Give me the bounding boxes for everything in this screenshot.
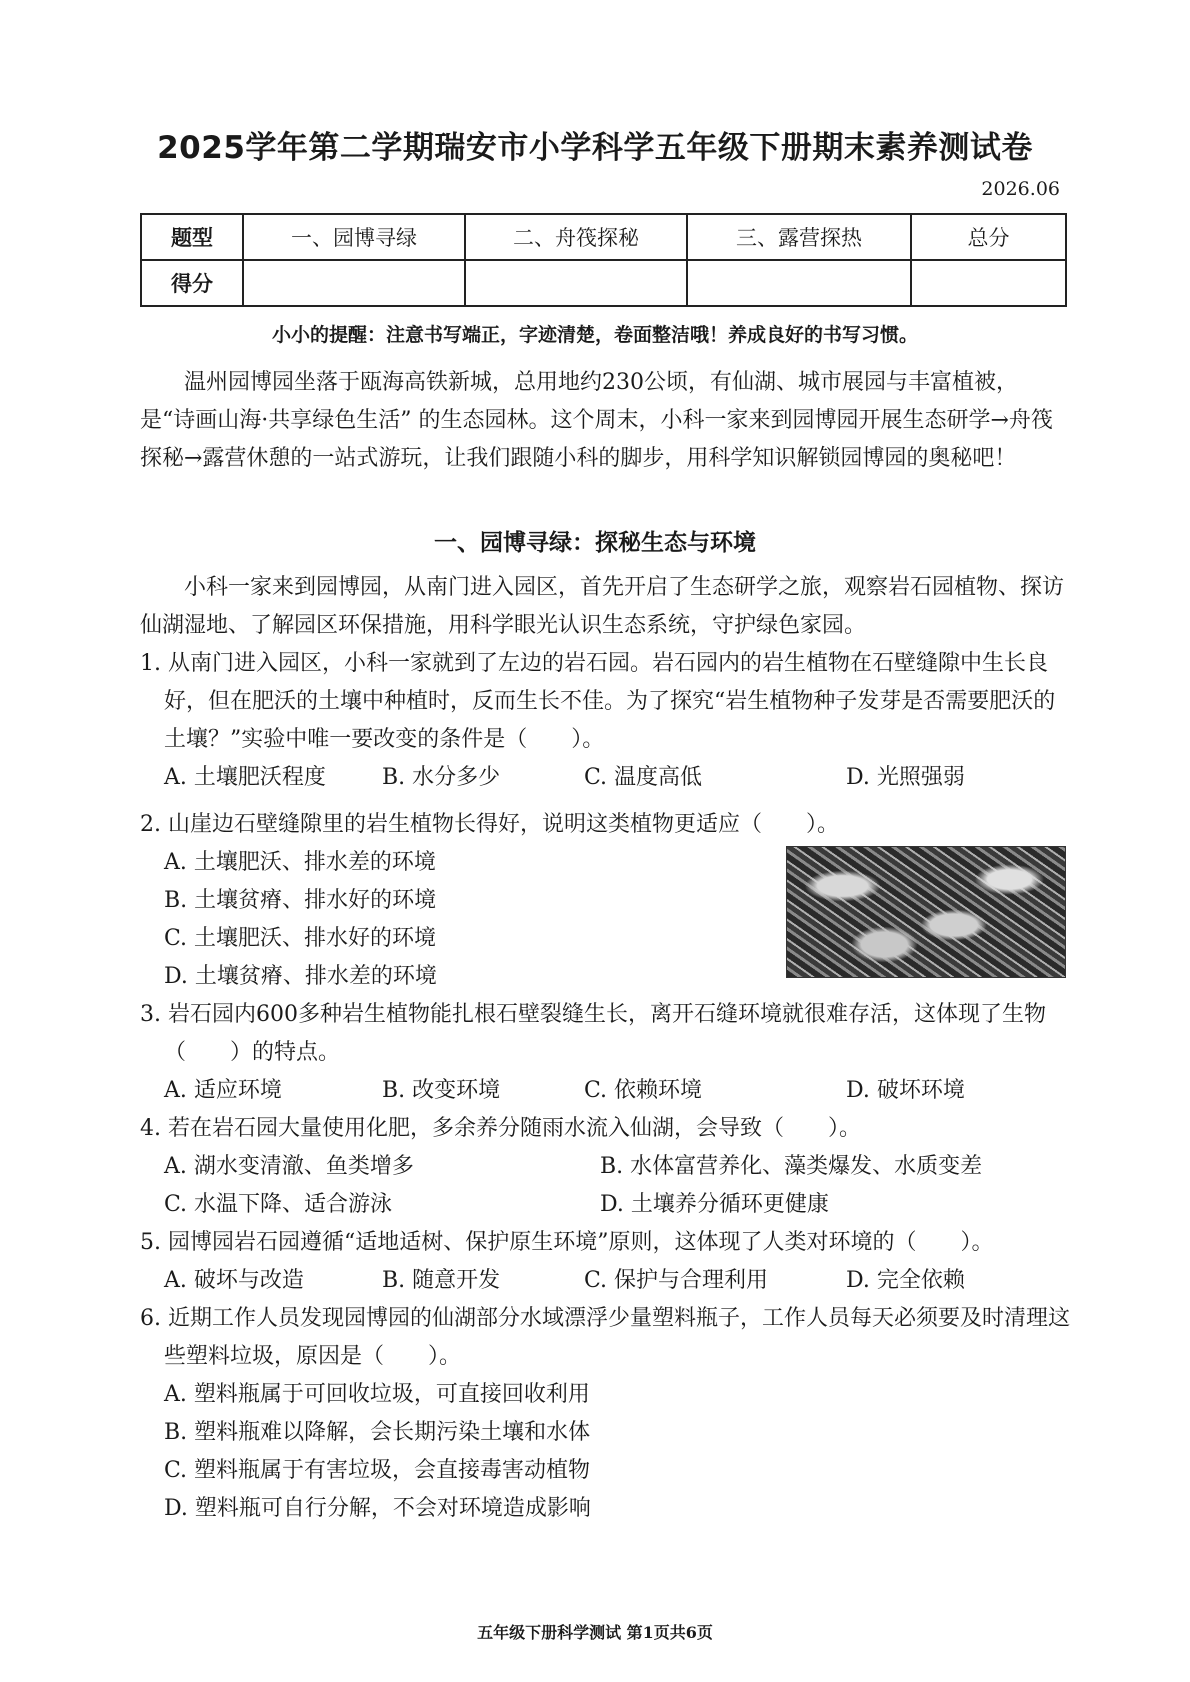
- score-table: [140, 213, 1067, 307]
- question-5-option-a[interactable]: A. 破坏与改造: [164, 1268, 304, 1293]
- exam-title: 2025学年第二学期瑞安市小学科学五年级下册期末素养测试卷: [157, 130, 1033, 166]
- question-3-option-c[interactable]: C. 依赖环境: [584, 1078, 703, 1103]
- question-4: [140, 1110, 1075, 1224]
- intro-paragraph: 温州园博园坐落于瓯海高铁新城，总用地约230公顷，有仙湖、城市展园与丰富植被，是“诗画山海·共享绿色生活” 的生态园林。这个周末，小科一家来到园博园开展生态研学→舟筏探秘→露营休憩的一站式游玩，让我们跟随小科的脚步，用科学知识解锁园博园的奥秘吧！: [140, 370, 1053, 471]
- score-cell-section1[interactable]: [243, 260, 465, 306]
- reminder-text: 小小的提醒：注意书写端正，字迹清楚，卷面整洁哦！养成良好的书写习惯。: [271, 324, 918, 346]
- question-5-options: [140, 1262, 1075, 1300]
- question-2-option-b[interactable]: B. 土壤贫瘠、排水好的环境: [164, 888, 437, 913]
- section-1-title: 一、园博寻绿：探秘生态与环境: [434, 530, 756, 556]
- question-1: [140, 645, 1075, 797]
- question-1-option-c[interactable]: C. 温度高低: [584, 765, 703, 790]
- question-4-options-row2: [140, 1186, 1075, 1224]
- question-4-option-c[interactable]: C. 水温下降、适合游泳: [164, 1192, 393, 1217]
- exam-date: 2026.06: [981, 178, 1060, 200]
- score-cell-total[interactable]: [911, 260, 1066, 306]
- question-2-option-d[interactable]: D. 土壤贫瘠、排水差的环境: [164, 964, 437, 989]
- question-2-option-a[interactable]: A. 土壤肥沃、排水差的环境: [164, 850, 436, 875]
- question-5-option-b[interactable]: B. 随意开发: [382, 1268, 501, 1293]
- score-table-score-label: 得分: [141, 260, 243, 306]
- score-table-score-row: [141, 260, 1066, 306]
- question-3: [140, 996, 1075, 1110]
- question-4-option-a[interactable]: A. 湖水变清澈、鱼类增多: [164, 1154, 414, 1179]
- question-1-options: [140, 759, 1075, 797]
- question-1-option-a[interactable]: A. 土壤肥沃程度: [164, 765, 326, 790]
- question-5-option-d[interactable]: D. 完全依赖: [846, 1268, 965, 1293]
- score-table-col-section1: 一、园博寻绿: [243, 214, 465, 260]
- score-table-type-label: 题型: [141, 214, 243, 260]
- question-6-option-a[interactable]: A. 塑料瓶属于可回收垃圾，可直接回收利用: [164, 1382, 590, 1407]
- page-footer: 五年级下册科学测试 第1页共6页: [477, 1623, 713, 1642]
- question-6-option-c[interactable]: C. 塑料瓶属于有害垃圾，会直接毒害动植物: [164, 1458, 591, 1483]
- question-3-option-d[interactable]: D. 破坏环境: [846, 1078, 965, 1103]
- question-3-options: [140, 1072, 1075, 1110]
- question-5: [140, 1224, 1075, 1300]
- score-table-col-section2: 二、舟筏探秘: [465, 214, 687, 260]
- question-6-options: [140, 1376, 1075, 1528]
- question-2-stem: 2. 山崖边石壁缝隙里的岩生植物长得好，说明这类植物更适应（ ）。: [140, 812, 839, 837]
- question-6-option-d[interactable]: D. 塑料瓶可自行分解，不会对环境造成影响: [164, 1496, 591, 1521]
- question-3-stem: 3. 岩石园内600多种岩生植物能扎根石壁裂缝生长，离开石缝环境就很难存活，这体现了生物（ ）的特点。: [140, 1002, 1046, 1065]
- question-3-option-b[interactable]: B. 改变环境: [382, 1078, 501, 1103]
- question-3-option-a[interactable]: A. 适应环境: [164, 1078, 282, 1103]
- question-6-option-b[interactable]: B. 塑料瓶难以降解，会长期污染土壤和水体: [164, 1420, 591, 1445]
- question-1-option-b[interactable]: B. 水分多少: [382, 765, 501, 790]
- score-table-col-total: 总分: [911, 214, 1066, 260]
- question-5-option-c[interactable]: C. 保护与合理利用: [584, 1268, 769, 1293]
- section-1-intro: 小科一家来到园博园，从南门进入园区，首先开启了生态研学之旅，观察岩石园植物、探访仙湖湿地、了解园区环保措施，用科学眼光认识生态系统，守护绿色家园。: [140, 575, 1065, 638]
- question-5-stem: 5. 园博园岩石园遵循“适地适树、保护原生环境”原则，这体现了人类对环境的（ ）。: [140, 1230, 994, 1255]
- question-1-stem: 1. 从南门进入园区，小科一家就到了左边的岩石园。岩石园内的岩生植物在石壁缝隙中生长良好，但在肥沃的土壤中种植时，反而生长不佳。为了探究“岩生植物种子发芽是否需要肥沃的土壤？”实验中唯一要改变的条件是（ ）。: [140, 651, 1056, 752]
- question-4-option-d[interactable]: D. 土壤养分循环更健康: [600, 1192, 829, 1217]
- question-4-option-b[interactable]: B. 水体富营养化、藻类爆发、水质变差: [600, 1154, 983, 1179]
- question-1-option-d[interactable]: D. 光照强弱: [846, 765, 965, 790]
- question-2-option-c[interactable]: C. 土壤肥沃、排水好的环境: [164, 926, 437, 951]
- question-4-options-row1: [140, 1148, 1075, 1186]
- score-table-col-section3: 三、露营探热: [687, 214, 911, 260]
- score-cell-section2[interactable]: [465, 260, 687, 306]
- question-4-stem: 4. 若在岩石园大量使用化肥，多余养分随雨水流入仙湖，会导致（ ）。: [140, 1116, 861, 1141]
- question-6-stem: 6. 近期工作人员发现园博园的仙湖部分水域漂浮少量塑料瓶子，工作人员每天必须要及时清理这些塑料垃圾，原因是（ ）。: [140, 1306, 1070, 1369]
- rock-plant-photo: [786, 846, 1066, 978]
- score-table-header-row: [141, 214, 1066, 260]
- question-6: [140, 1300, 1075, 1528]
- score-cell-section3[interactable]: [687, 260, 911, 306]
